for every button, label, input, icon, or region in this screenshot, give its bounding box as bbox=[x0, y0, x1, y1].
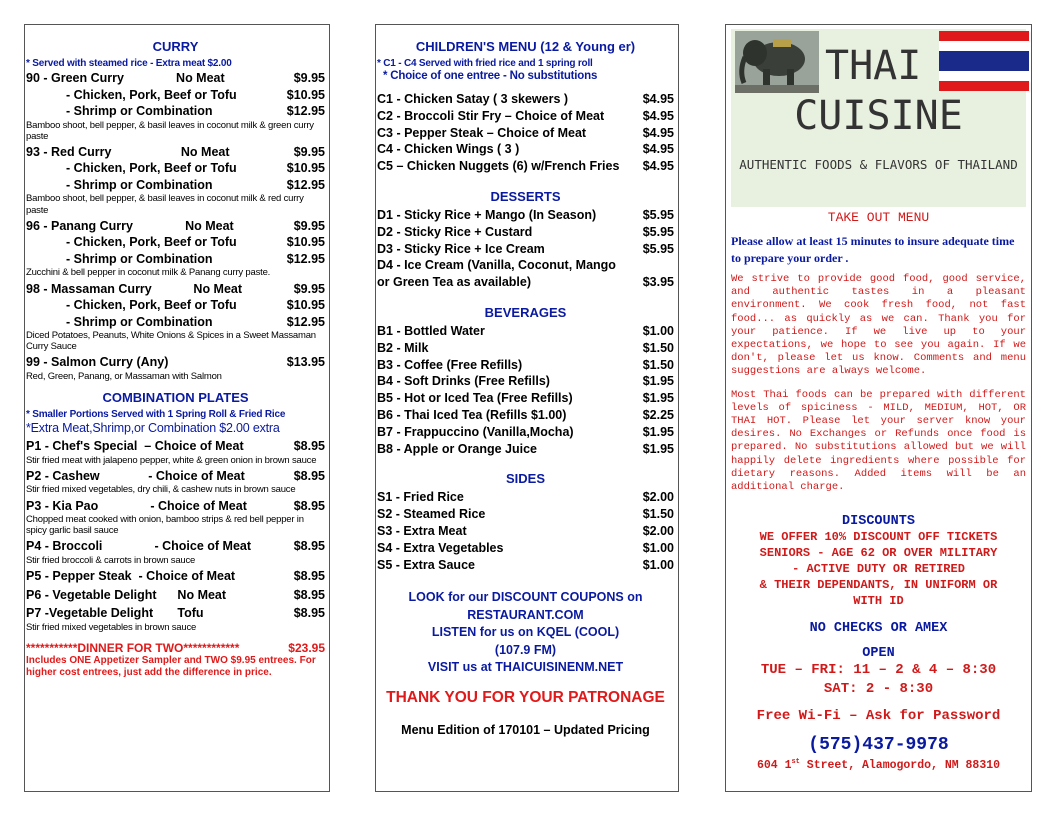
combo-description: Chopped meat cooked with onion, bamboo strips & red bell pepper in spicy garlic basil sauce bbox=[26, 514, 304, 537]
curry-option-label: - Shrimp or Combination bbox=[66, 314, 213, 329]
dinner-for-two-label: ***********DINNER FOR TWO************ bbox=[26, 640, 240, 655]
curry-option-price: $12.95 bbox=[286, 177, 325, 192]
combo-item-label: P6 - Vegetable Delight No Meat bbox=[26, 587, 227, 602]
discount-line: & THEIR DEPENDANTS, IN UNIFORM OR bbox=[759, 578, 998, 593]
beverage-item-label: B2 - Milk bbox=[377, 340, 429, 355]
combo-description: Stir fried mixed vegetables, dry chili, & cashew nuts in brown sauce bbox=[26, 484, 296, 496]
children-item bbox=[377, 158, 674, 175]
curry-item-label: 99 - Salmon Curry (Any) bbox=[26, 355, 169, 370]
combo-item bbox=[26, 538, 325, 555]
desserts-list bbox=[377, 207, 674, 291]
curry-option-label: - Chicken, Pork, Beef or Tofu bbox=[66, 298, 237, 313]
dinner-for-two bbox=[26, 641, 325, 655]
open-title: OPEN bbox=[862, 646, 895, 662]
curry-list bbox=[26, 70, 325, 382]
curry-item-label: 98 - Massaman Curry No Meat bbox=[26, 281, 243, 296]
children-item-label: C3 - Pepper Steak – Choice of Meat bbox=[377, 125, 587, 140]
children-item-label: C4 - Chicken Wings ( 3 ) bbox=[377, 142, 520, 157]
beverages-list bbox=[377, 323, 674, 457]
dinner-for-two-note: Includes ONE Appetizer Sampler and TWO $9.95 entrees. For higher cost entrees, just add the difference in price. bbox=[26, 654, 316, 678]
dessert-item-price: $5.95 bbox=[642, 241, 674, 256]
curry-option-label: - Shrimp or Combination bbox=[66, 104, 213, 118]
dessert-item bbox=[377, 257, 674, 274]
discount-lines bbox=[731, 529, 1026, 609]
dessert-item bbox=[377, 241, 674, 258]
thailand-flag-icon bbox=[939, 31, 1029, 91]
promo-line: LOOK for our DISCOUNT COUPONS on bbox=[408, 590, 643, 605]
side-item-label: S1 - Fried Rice bbox=[377, 490, 464, 505]
curry-option bbox=[26, 87, 325, 104]
combo-extra-note: *Extra Meat,Shrimp,or Combination $2.00 extra bbox=[26, 421, 280, 436]
combo-item bbox=[26, 468, 325, 485]
curry-option bbox=[26, 297, 325, 314]
children-item-label: C1 - Chicken Satay ( 3 skewers ) bbox=[377, 92, 569, 106]
curry-option-label: - Chicken, Pork, Beef or Tofu bbox=[66, 235, 237, 250]
curry-item bbox=[26, 281, 325, 298]
discounts-title: DISCOUNTS bbox=[842, 514, 915, 530]
dessert-item-label: D4 - Ice Cream (Vanilla, Coconut, Mango bbox=[377, 258, 616, 273]
dessert-item-price: $5.95 bbox=[642, 207, 674, 222]
combo-item bbox=[26, 587, 325, 604]
beverage-item-price: $1.95 bbox=[642, 374, 674, 389]
curry-subtitle: * Served with steamed rice - Extra meat $2.00 bbox=[26, 58, 232, 69]
side-item bbox=[377, 557, 674, 574]
panel-curry-combos bbox=[24, 24, 330, 792]
curry-item-price: $9.95 bbox=[293, 71, 325, 85]
combo-item-label: P5 - Pepper Steak - Choice of Meat bbox=[26, 569, 236, 584]
discount-line: - ACTIVE DUTY OR RETIRED bbox=[792, 562, 965, 577]
curry-description: Zucchini & bell pepper in coconut milk & Panang curry paste. bbox=[26, 267, 271, 279]
welcome-paragraph: We strive to provide good food, good service, and authentic tastes in a pleasant environment. We cook fresh food, not fast food... as quickly as we can. Thank you for your patience. If we live up to your expectations, we hope to see you again. If we don't, please let us know. Comments and menu suggestions are always welcome. bbox=[731, 273, 1026, 378]
side-item-price: $2.00 bbox=[642, 490, 674, 505]
panel-children-desserts bbox=[375, 24, 679, 792]
children-item bbox=[377, 141, 674, 158]
dessert-item bbox=[377, 207, 674, 224]
combo-item bbox=[26, 605, 325, 622]
children-title: CHILDREN'S MENU (12 & Young er) bbox=[415, 39, 636, 54]
curry-item-price: $13.95 bbox=[286, 355, 325, 370]
brand-hero bbox=[731, 29, 1026, 207]
combo-item-label: P4 - Broccoli - Choice of Meat bbox=[26, 539, 252, 554]
side-item-price: $2.00 bbox=[642, 523, 674, 538]
wifi-notice: Free Wi-Fi – Ask for Password bbox=[756, 708, 1001, 725]
curry-option-price: $10.95 bbox=[286, 298, 325, 313]
beverage-item bbox=[377, 407, 674, 424]
brand-tagline: AUTHENTIC FOODS & FLAVORS OF THAILAND bbox=[739, 157, 1018, 172]
curry-item-price: $9.95 bbox=[293, 218, 325, 233]
curry-item-label: 96 - Panang Curry No Meat bbox=[26, 218, 234, 233]
beverage-item bbox=[377, 357, 674, 374]
side-item-label: S5 - Extra Sauce bbox=[377, 557, 475, 572]
promo-line: LISTEN for us on KQEL (COOL) bbox=[431, 625, 620, 640]
combo-item bbox=[26, 568, 325, 585]
brand-title-cuisine: CUISINE bbox=[794, 93, 963, 139]
curry-item bbox=[26, 354, 325, 371]
dinner-for-two-price: $23.95 bbox=[288, 640, 325, 655]
elephant-statue-icon bbox=[735, 31, 819, 93]
combo-item-price: $8.95 bbox=[293, 439, 325, 454]
hours-saturday: SAT: 2 - 8:30 bbox=[823, 681, 934, 698]
curry-item-label: 93 - Red Curry No Meat bbox=[26, 144, 230, 159]
combo-item-price: $8.95 bbox=[293, 468, 325, 483]
panel-takeout-info bbox=[725, 24, 1032, 792]
combo-title: COMBINATION PLATES bbox=[102, 390, 249, 406]
side-item bbox=[377, 506, 674, 523]
curry-option-label: - Chicken, Pork, Beef or Tofu bbox=[66, 161, 237, 176]
curry-option-price: $10.95 bbox=[286, 235, 325, 250]
address-street: Street, Alamogordo, NM 88310 bbox=[799, 759, 1001, 773]
curry-option-price: $10.95 bbox=[286, 161, 325, 176]
curry-option-label: - Shrimp or Combination bbox=[66, 251, 213, 266]
curry-option bbox=[26, 177, 325, 194]
children-item bbox=[377, 125, 674, 142]
combo-item-price: $8.95 bbox=[293, 539, 325, 554]
curry-option-label: - Shrimp or Combination bbox=[66, 177, 213, 192]
beverage-item bbox=[377, 373, 674, 390]
dessert-item-label: D2 - Sticky Rice + Custard bbox=[377, 224, 533, 239]
curry-option-price: $12.95 bbox=[286, 314, 325, 329]
beverage-item-price: $1.95 bbox=[642, 424, 674, 439]
beverage-item-price: $1.50 bbox=[642, 340, 674, 355]
curry-description: Bamboo shoot, bell pepper, & basil leaves in coconut milk & red curry paste bbox=[26, 193, 304, 216]
children-subtitle-1: * C1 - C4 Served with fried rice and 1 spring roll bbox=[377, 58, 593, 69]
combo-item-label: P1 - Chef's Special – Choice of Meat bbox=[26, 439, 244, 454]
desserts-title: DESSERTS bbox=[490, 188, 561, 204]
dessert-item-price: $3.95 bbox=[642, 275, 674, 290]
combo-list bbox=[26, 438, 325, 633]
combo-item-price: $8.95 bbox=[293, 587, 325, 602]
dessert-item-price: $5.95 bbox=[642, 224, 674, 239]
dessert-item bbox=[377, 224, 674, 241]
combo-item-label: P2 - Cashew - Choice of Meat bbox=[26, 468, 245, 483]
curry-item-price: $9.95 bbox=[293, 144, 325, 159]
beverage-item-price: $1.00 bbox=[642, 323, 674, 338]
beverage-item bbox=[377, 441, 674, 458]
curry-item-label: 90 - Green Curry No Meat bbox=[26, 71, 225, 85]
beverage-item-label: B4 - Soft Drinks (Free Refills) bbox=[377, 374, 550, 389]
beverage-item-price: $1.95 bbox=[642, 391, 674, 406]
dessert-item bbox=[377, 274, 674, 291]
beverage-item-label: B8 - Apple or Orange Juice bbox=[377, 441, 537, 456]
children-item-price: $4.95 bbox=[642, 142, 674, 157]
curry-item bbox=[26, 144, 325, 161]
beverage-item-label: B3 - Coffee (Free Refills) bbox=[377, 357, 523, 372]
side-item bbox=[377, 489, 674, 506]
side-item bbox=[377, 540, 674, 557]
beverage-item-label: B1 - Bottled Water bbox=[377, 323, 485, 338]
combo-item-label: P3 - Kia Pao - Choice of Meat bbox=[26, 498, 247, 513]
combo-item-price: $8.95 bbox=[293, 569, 325, 584]
brand-title-thai: THAI bbox=[825, 43, 922, 89]
sides-title: SIDES bbox=[505, 471, 545, 487]
curry-option bbox=[26, 314, 325, 331]
curry-title: CURRY bbox=[152, 39, 199, 54]
side-item-price: $1.00 bbox=[642, 540, 674, 555]
curry-description: Red, Green, Panang, or Massaman with Salmon bbox=[26, 370, 222, 382]
discount-line: SENIORS - AGE 62 OR OVER MILITARY bbox=[759, 546, 998, 561]
beverage-item-price: $1.95 bbox=[642, 441, 674, 456]
beverage-item-price: $2.25 bbox=[642, 407, 674, 422]
side-item-label: S3 - Extra Meat bbox=[377, 523, 467, 538]
side-item-label: S4 - Extra Vegetables bbox=[377, 540, 504, 555]
curry-description: Bamboo shoot, bell pepper, & basil leaves in coconut milk & green curry paste bbox=[26, 119, 314, 142]
children-item-label: C5 – Chicken Nuggets (6) w/French Fries bbox=[377, 159, 620, 174]
curry-description: Diced Potatoes, Peanuts, White Onions & Spices in a Sweet Massaman Curry Sauce bbox=[26, 330, 316, 353]
dessert-item-label: D3 - Sticky Rice + Ice Cream bbox=[377, 241, 545, 256]
curry-item bbox=[26, 218, 325, 235]
beverages-title: BEVERAGES bbox=[484, 304, 567, 320]
curry-option bbox=[26, 160, 325, 177]
promo-lines bbox=[377, 589, 674, 677]
children-item-price: $4.95 bbox=[642, 159, 674, 174]
curry-option-label: - Chicken, Pork, Beef or Tofu bbox=[66, 87, 237, 102]
dessert-item-label: or Green Tea as available) bbox=[377, 275, 532, 290]
side-item-price: $1.00 bbox=[642, 557, 674, 572]
promo-line: VISIT us at THAICUISINENM.NET bbox=[427, 660, 624, 675]
children-item-price: $4.95 bbox=[642, 92, 674, 106]
children-list bbox=[377, 91, 674, 175]
takeout-menu-heading: TAKE OUT MENU bbox=[827, 210, 930, 225]
children-item-price: $4.95 bbox=[642, 108, 674, 123]
address-number: 604 1 bbox=[756, 759, 792, 773]
curry-option-price: $12.95 bbox=[286, 251, 325, 266]
hours-weekday: TUE – FRI: 11 – 2 & 4 – 8:30 bbox=[760, 662, 997, 679]
beverage-item-label: B5 - Hot or Iced Tea (Free Refills) bbox=[377, 391, 573, 406]
curry-option bbox=[26, 103, 325, 120]
dessert-item-label: D1 - Sticky Rice + Mango (In Season) bbox=[377, 207, 597, 222]
combo-description: Stir fried mixed vegetables in brown sauce bbox=[26, 621, 197, 633]
combo-description: Stir fried meat with jalapeno pepper, white & green onion in brown sauce bbox=[26, 454, 317, 466]
phone-number: (575)437-9978 bbox=[808, 735, 949, 756]
combo-item bbox=[26, 498, 325, 515]
no-checks-notice: NO CHECKS OR AMEX bbox=[809, 621, 948, 637]
curry-item bbox=[26, 70, 325, 87]
side-item-label: S2 - Steamed Rice bbox=[377, 507, 486, 522]
combo-item-label: P7 -Vegetable Delight Tofu bbox=[26, 606, 204, 621]
curry-option bbox=[26, 251, 325, 268]
promo-line: (107.9 FM) bbox=[494, 642, 557, 657]
beverage-item-label: B7 - Frappuccino (Vanilla,Mocha) bbox=[377, 424, 574, 439]
combo-description: Stir fried broccoli & carrots in brown sauce bbox=[26, 554, 196, 566]
sides-list bbox=[377, 489, 674, 573]
children-subtitle-2: * Choice of one entree - No substitutions bbox=[377, 70, 598, 82]
beverage-item-price: $1.50 bbox=[642, 357, 674, 372]
side-item bbox=[377, 523, 674, 540]
thank-you-text: THANK YOU FOR YOUR PATRONAGE bbox=[386, 688, 665, 706]
beverage-item-label: B6 - Thai Iced Tea (Refills $1.00) bbox=[377, 407, 567, 422]
curry-option-price: $10.95 bbox=[286, 87, 325, 102]
discount-line: WE OFFER 10% DISCOUNT OFF TICKETS bbox=[759, 530, 998, 545]
menu-edition: Menu Edition of 170101 – Updated Pricing bbox=[401, 722, 650, 737]
children-item bbox=[377, 108, 674, 125]
beverage-item bbox=[377, 390, 674, 407]
discount-line: WITH ID bbox=[853, 594, 904, 609]
promo-line: RESTAURANT.COM bbox=[467, 607, 584, 622]
combo-item bbox=[26, 438, 325, 455]
beverage-item bbox=[377, 323, 674, 340]
children-item-price: $4.95 bbox=[642, 125, 674, 140]
beverage-item bbox=[377, 340, 674, 357]
spiciness-paragraph: Most Thai foods can be prepared with different levels of spiciness - MILD, MEDIUM, HOT, OR THAI HOT. Please let your server know your desires. No Exchanges or Refunds once food is prepared. No substitutions allowed but we will happily delete ingredients where possible for dietary reasons. Added items will be an additional charge. bbox=[731, 388, 1026, 494]
side-item-price: $1.50 bbox=[642, 507, 674, 522]
children-item-label: C2 - Broccoli Stir Fry – Choice of Meat bbox=[377, 108, 605, 123]
address bbox=[731, 758, 1026, 772]
combo-subtitle: * Smaller Portions Served with 1 Spring Roll & Fried Rice bbox=[26, 409, 286, 421]
curry-item-price: $9.95 bbox=[293, 281, 325, 296]
curry-option-price: $12.95 bbox=[286, 104, 325, 118]
address-suffix: st bbox=[791, 758, 800, 767]
combo-item-price: $8.95 bbox=[293, 498, 325, 513]
allow-time-notice: Please allow at least 15 minutes to insure adequate time to prepare your order . bbox=[731, 234, 1015, 265]
combo-item-price: $8.95 bbox=[293, 606, 325, 621]
children-item bbox=[377, 91, 674, 108]
curry-option bbox=[26, 234, 325, 251]
beverage-item bbox=[377, 424, 674, 441]
